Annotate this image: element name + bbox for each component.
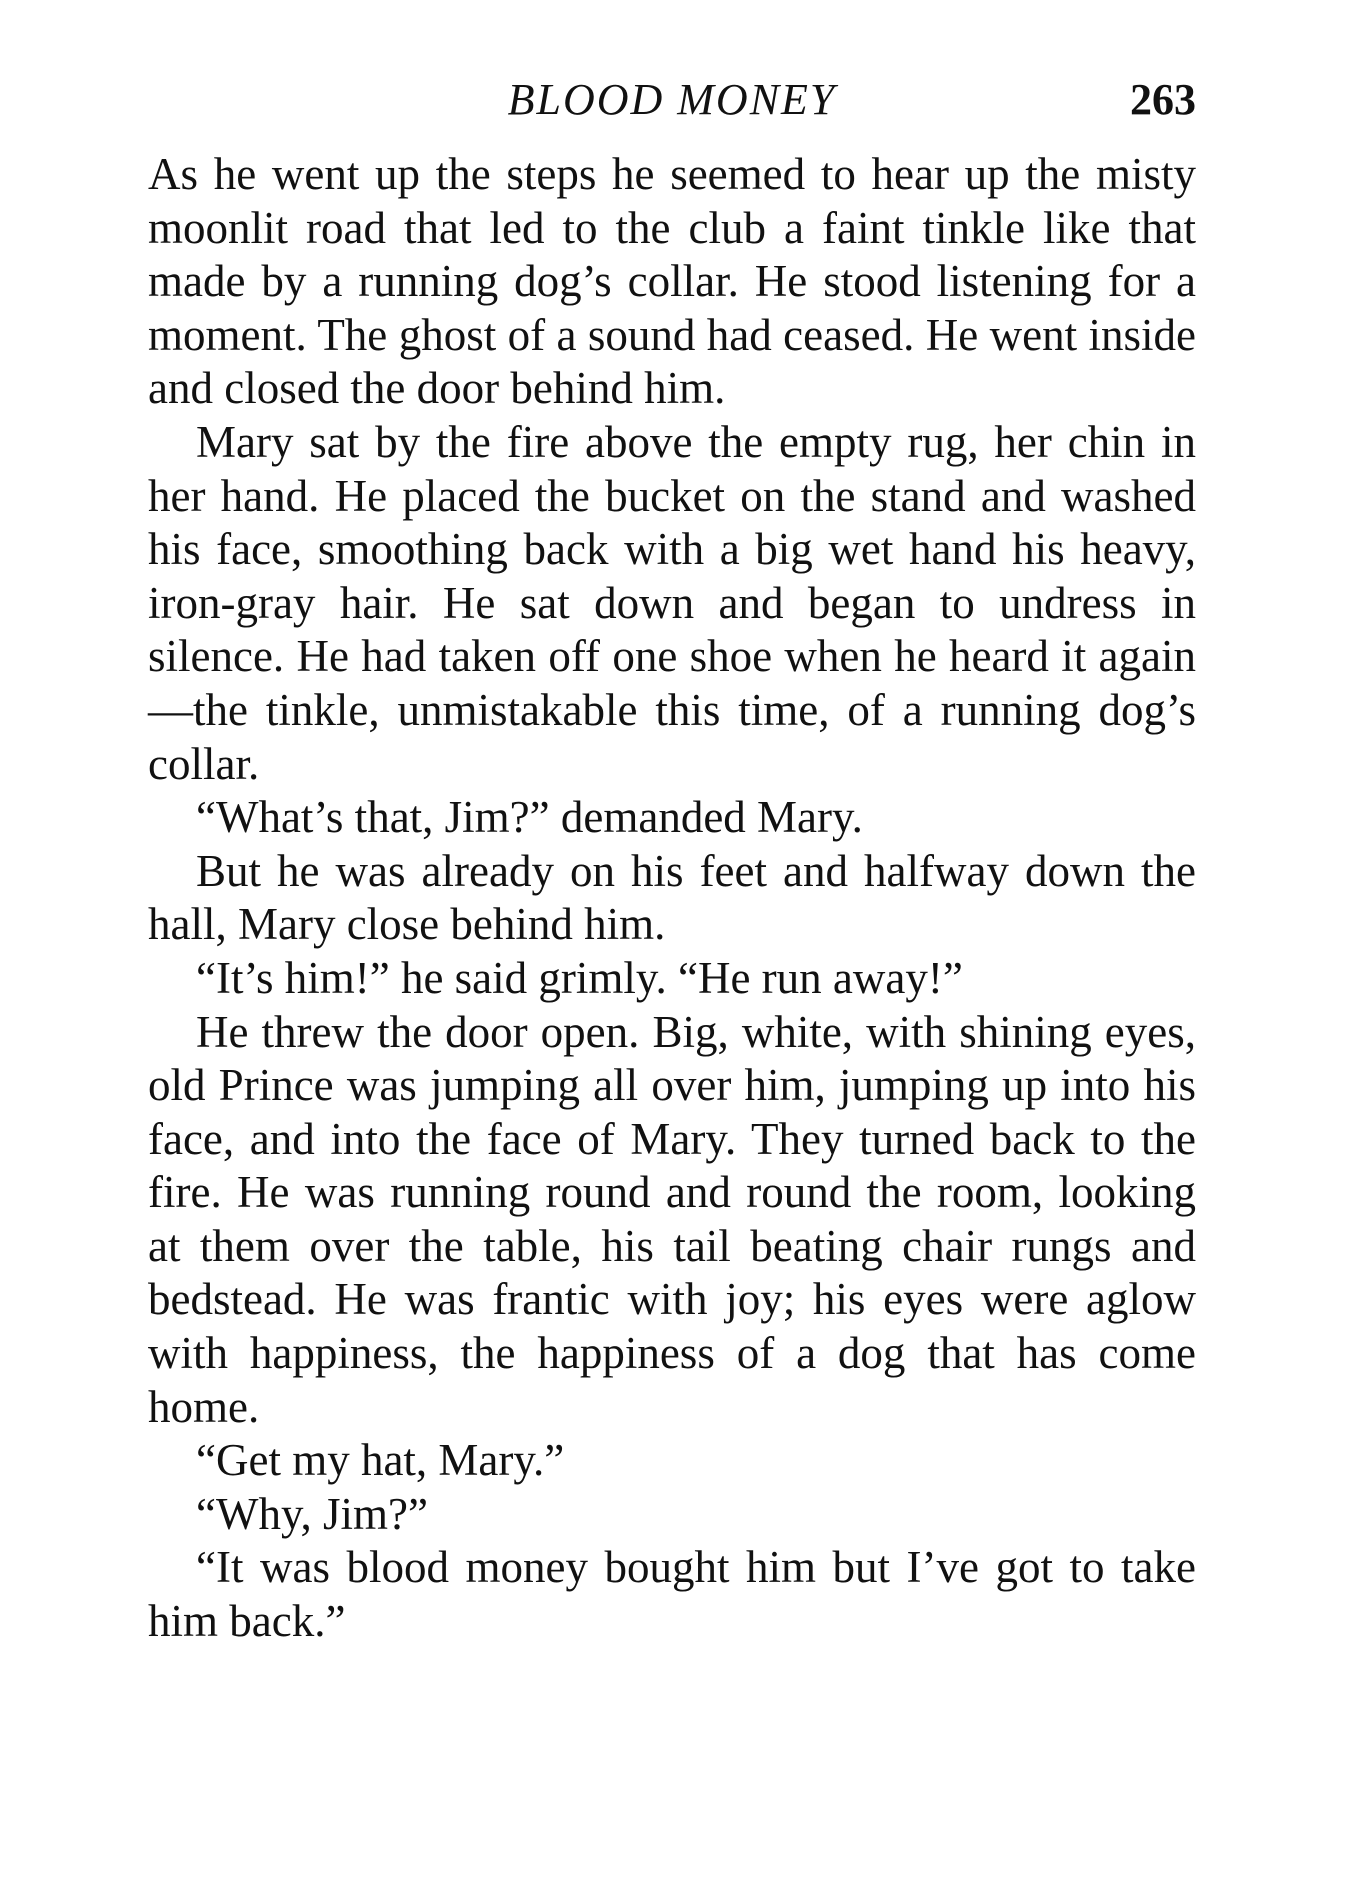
paragraph: “It’s him!” he said grimly. “He run away!” (196, 952, 963, 1003)
paragraph: “Get my hat, Mary.” (196, 1435, 565, 1486)
paragraph: He threw the door open. Big, white, with shining eyes, old Prince was jumping all over him, jumping up into his face, and into the face of Mary. They turned back to the fire. He was running round and round the room, looking at them over the table, his tail beating chair rungs and bedstead. He was frantic with joy; his eyes were aglow with happiness, the happiness of a dog that has come home. (148, 1006, 1196, 1432)
running-head (148, 70, 1196, 130)
paragraph: “Why, Jim?” (196, 1488, 428, 1539)
page-number: 263 (1130, 75, 1196, 124)
paragraph: But he was already on his feet and halfway down the hall, Mary close behind him. (148, 845, 1196, 950)
running-title: BLOOD MONEY (507, 75, 837, 124)
body-text (148, 148, 1196, 1649)
paragraph: Mary sat by the fire above the empty rug, her chin in her hand. He placed the bucket on the stand and washed his face, smoothing back with a big wet hand his heavy, iron-gray hair. He sat down and began to undress in silence. He had taken off one shoe when he heard it again—the tinkle, unmistakable this time, of a running dog’s collar. (148, 416, 1196, 789)
paragraph: “It was blood money bought him but I’ve got to take him back.” (148, 1542, 1196, 1647)
paragraph: As he went up the steps he seemed to hear up the misty moonlit road that led to the club a faint tinkle like that made by a running dog’s collar. He stood listening for a moment. The ghost of a sound had ceased. He went inside and closed the door behind him. (148, 149, 1196, 414)
paragraph: “What’s that, Jim?” demanded Mary. (196, 792, 863, 843)
